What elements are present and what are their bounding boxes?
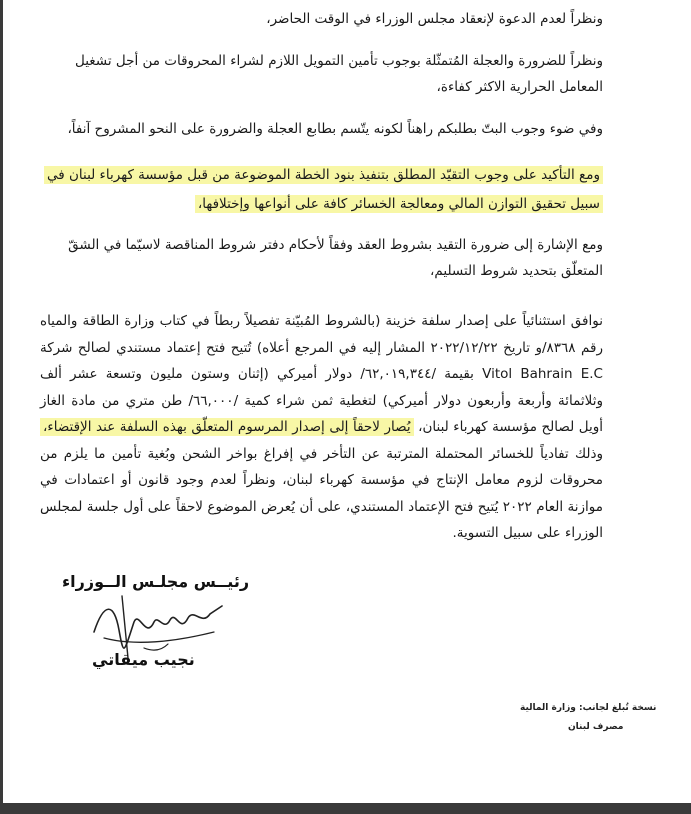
paragraph-decision-text-c: وذلك تفادياً للخسائر المحتملة المترتبة عن التأخر في إفراغ بواخر الشحن وبُغية تأمين ما يلزم من محروقات لزوم معامل الإنتاج في مؤسسة كهرباء لبنان، ونظراً لعدم وجود قانون أو اعتمادات في موازنة العام ٢٠٢٢ يُتيح فتح الإعتماد المستندي، على أن يُعرض الموضوع لاحقاً على أول جلسة لمجلس الوزراء على سبيل التسوية. [40,445,603,541]
paragraph-5 [40,232,603,284]
copy-recipients-line-1: نسخة تُبلغ لجانب: وزارة المالية [520,703,657,713]
paragraph-5-text: ومع الإشارة إلى ضرورة التقيد بشروط العقد وفقاً لأحكام دفتر شروط المناقصة لاسيّما في الشقّ المتعلّق بتحديد شروط التسليم، [68,237,603,279]
paragraph-1-text: ونظراً لعدم الدعوة لإنعقاد مجلس الوزراء في الوقت الحاضر، [266,11,603,27]
signature-name: نجيب ميقاتي [92,650,195,669]
paragraph-4 [40,161,603,219]
copy-recipients-line-2: مصرف لبنان [568,722,624,732]
page-bottom-edge [0,803,691,814]
paragraph-decision [40,308,603,547]
paragraph-decision-highlight: يُصار لاحقاً إلى إصدار المرسوم المتعلّق بهذه السلفة عند الإقتضاء، [40,418,414,436]
paragraph-1 [40,6,603,32]
page-left-edge [0,0,3,803]
signature-title: رئيــس مجلـس الــوزراء [62,572,250,591]
paragraph-2 [40,48,603,100]
paragraph-3-text: وفي ضوء وجوب البتّ بطلبكم راهناً لكونه يتّسم بطابع العجلة والضرورة على النحو المشروح آنفاً، [67,121,603,137]
paragraph-decision-text-a: نوافق استثنائياً على إصدار سلفة خزينة (بالشروط المُبيّنة تفصيلاً ربطاً في كتاب وزارة الطاقة والمياه رقم ٨٣٦٨/و تاريخ ٢٠٢٢/١٢/٢٢ المشار إليه في المرجع أعلاه) تُتيح فتح إعتماد مستندي لصالح شركة Vitol Bahrain E.C بقيمة /٦٢,٠١٩,٣٤٤/ دولار أميركي (إثنان وستون مليون وتسعة عشر ألف وثلاثمائة وأربعة وأربعون دولار أميركي) لتغطية ثمن شراء كمية /٦٦,٠٠٠/ طن متري من مادة الغاز أويل لصالح مؤسسة كهرباء لبنان، [40,313,604,435]
paragraph-4-text: ومع التأكيد على وجوب التقيّد المطلق بتنفيذ بنود الخطة الموضوعة من قبل مؤسسة كهرباء لبنان في سبيل تحقيق التوازن المالي ومعالجة الخسائر كافة على أنواعها وإختلافها، [44,166,603,213]
paragraph-3 [40,116,603,142]
paragraph-2-text: ونظراً للضرورة والعجلة المُتمثّلة بوجوب تأمين التمويل اللازم لشراء المحروقات من أجل تشغيل المعامل الحرارية الاكثر كفاءة، [74,53,603,95]
